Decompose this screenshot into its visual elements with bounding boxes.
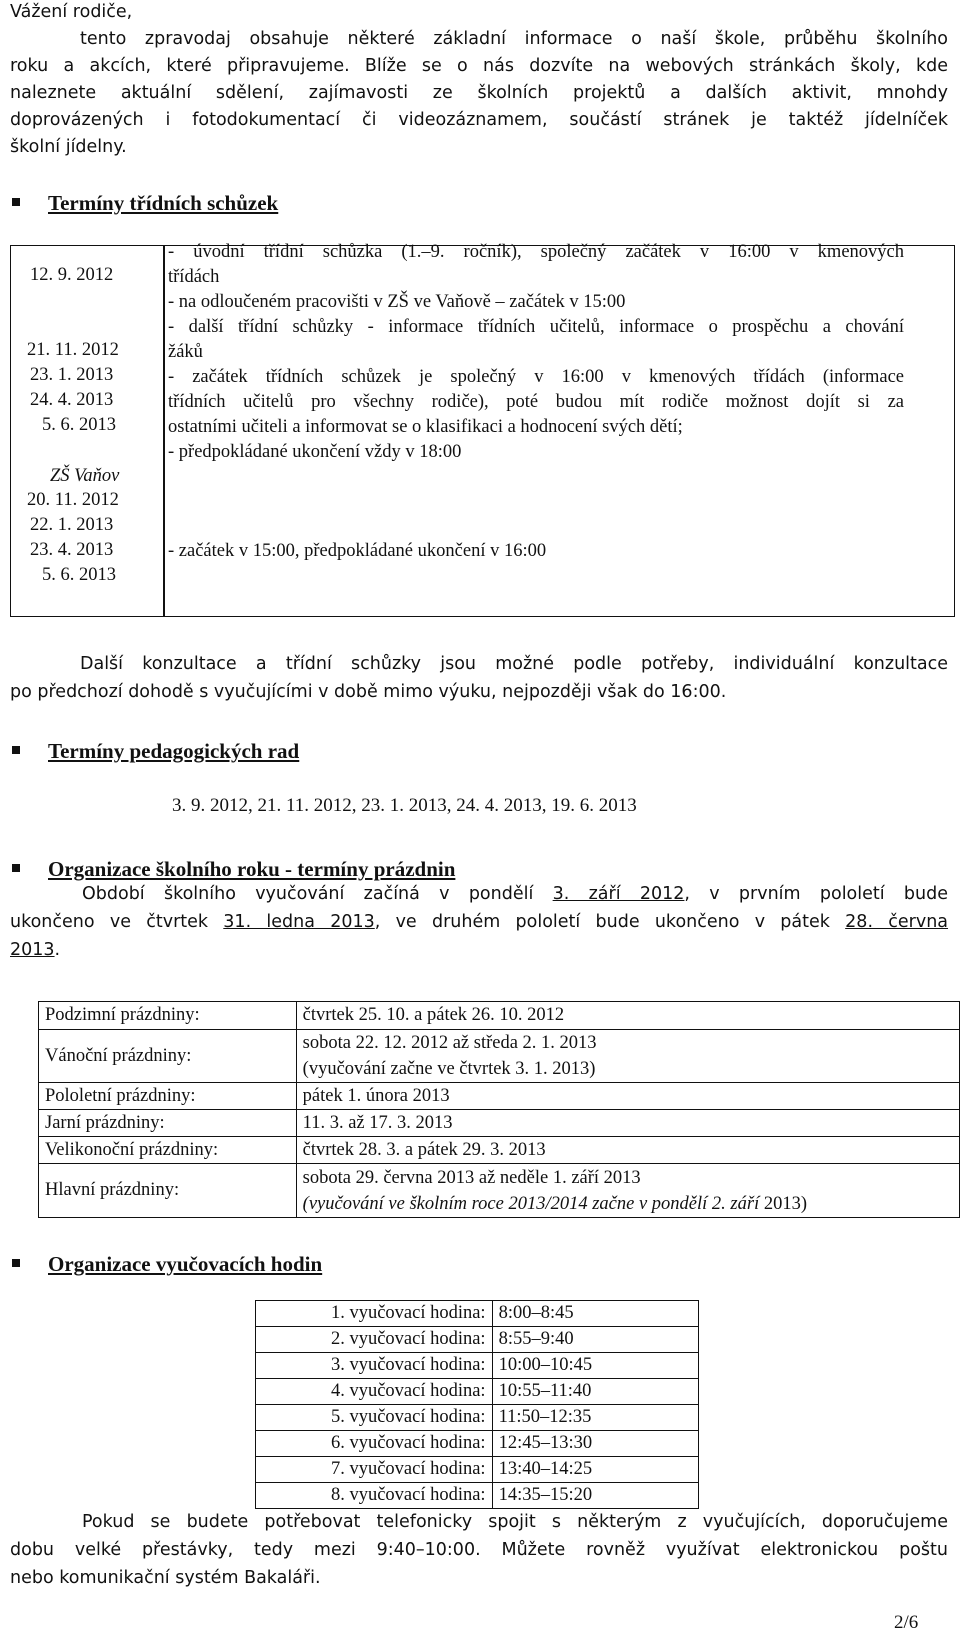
table-row bbox=[256, 1327, 699, 1353]
page-number: 2/6 bbox=[894, 1612, 919, 1633]
date-highlight: 3. září 2012 bbox=[552, 884, 685, 904]
holiday-line: sobota 22. 12. 2012 až středa 2. 1. 2013 bbox=[302, 1033, 597, 1053]
lesson-time: 8:55–9:40 bbox=[492, 1327, 698, 1353]
holiday-name: Jarní prázdniny: bbox=[39, 1110, 297, 1137]
lesson-time: 10:00–10:45 bbox=[492, 1353, 698, 1379]
text-fragment: 2013) bbox=[759, 1193, 808, 1214]
lesson-label: 5. vyučovací hodina: bbox=[256, 1405, 493, 1431]
consult-text: po předchozí dohodě s vyučujícími v době mimo výuku, nejpozději však do 16:00. bbox=[10, 682, 727, 702]
section-heading-meetings: Termíny třídních schůzek bbox=[48, 191, 279, 215]
meeting-date: 5. 6. 2013 bbox=[42, 565, 116, 585]
meeting-date: 12. 9. 2012 bbox=[30, 265, 114, 285]
text-fragment: , ve druhém pololetí bude ukončeno v pátek bbox=[374, 912, 846, 932]
lesson-time: 8:00–8:45 bbox=[492, 1301, 698, 1327]
date-highlight: 28. června bbox=[845, 912, 949, 932]
section-heading-school-year: Organizace školního roku - termíny prázdnin bbox=[48, 857, 456, 881]
holiday-line bbox=[303, 1191, 953, 1217]
table-row bbox=[39, 1002, 960, 1030]
bullet-icon bbox=[12, 746, 20, 754]
holiday-dates bbox=[296, 1164, 959, 1218]
meeting-info: - úvodní třídní schůzka (1.–9. ročník), společný začátek v 16:00 v kmenových bbox=[168, 242, 904, 262]
holiday-line: (vyučování začne ve čtvrtek 3. 1. 2013) bbox=[302, 1059, 596, 1079]
contact-text: Pokud se budete potřebovat telefonicky spojit s některým z vyučujících, doporučujeme bbox=[82, 1512, 948, 1532]
table-row bbox=[256, 1379, 699, 1405]
section-heading-lessons: Organizace vyučovacích hodin bbox=[48, 1252, 323, 1276]
holiday-name: Pololetní prázdniny: bbox=[39, 1083, 297, 1110]
meeting-info: žáků bbox=[168, 342, 203, 362]
meeting-info: třídních učitelů pro všechny rodiče), poté budou mít rodiče možnost dojít si za bbox=[168, 392, 904, 412]
meeting-info: třídách bbox=[168, 267, 220, 287]
meeting-info: - další třídní schůzky - informace třídních učitelů, informace o prospěchu a chování bbox=[168, 317, 904, 337]
meeting-date: 24. 4. 2013 bbox=[30, 390, 114, 410]
contact-text: nebo komunikační systém Bakaláři. bbox=[10, 1568, 321, 1588]
meeting-date: 21. 11. 2012 bbox=[27, 340, 119, 360]
table-row bbox=[256, 1483, 699, 1509]
date-highlight: 31. ledna 2013 bbox=[223, 912, 375, 932]
table-row bbox=[256, 1353, 699, 1379]
meeting-date: 22. 1. 2013 bbox=[30, 515, 114, 535]
table-row bbox=[39, 1164, 960, 1218]
contact-text: dobu velké přestávky, tedy mezi 9:40–10:00. Můžete rovněž využívat elektronickou poštu bbox=[10, 1540, 948, 1560]
table-row bbox=[39, 1083, 960, 1110]
text-fragment: Období školního vyučování začíná v pondělí bbox=[82, 884, 553, 904]
lesson-time: 11:50–12:35 bbox=[492, 1405, 698, 1431]
intro-line: doprovázených i fotodokumentací či videozáznamem, součástí stránek je taktéž jídelníček bbox=[10, 110, 948, 130]
council-dates: 3. 9. 2012, 21. 11. 2012, 23. 1. 2013, 24. 4. 2013, 19. 6. 2013 bbox=[172, 795, 637, 816]
lessons-table bbox=[255, 1300, 699, 1509]
lesson-label: 8. vyučovací hodina: bbox=[256, 1483, 493, 1509]
holiday-name: Podzimní prázdniny: bbox=[39, 1002, 297, 1030]
meeting-date: 23. 4. 2013 bbox=[30, 540, 114, 560]
lesson-time: 14:35–15:20 bbox=[492, 1483, 698, 1509]
lesson-label: 1. vyučovací hodina: bbox=[256, 1301, 493, 1327]
lesson-label: 2. vyučovací hodina: bbox=[256, 1327, 493, 1353]
holiday-dates: pátek 1. února 2013 bbox=[296, 1083, 959, 1110]
table-divider bbox=[163, 245, 165, 617]
school-year-text bbox=[10, 912, 948, 932]
lesson-label: 3. vyučovací hodina: bbox=[256, 1353, 493, 1379]
lesson-label: 6. vyučovací hodina: bbox=[256, 1431, 493, 1457]
intro-line: tento zpravodaj obsahuje některé základní informace o naší škole, průběhu školního bbox=[80, 29, 948, 49]
meeting-date: 23. 1. 2013 bbox=[30, 365, 114, 385]
table-row bbox=[39, 1137, 960, 1164]
date-highlight: 2013 bbox=[10, 940, 55, 960]
holiday-dates: čtvrtek 25. 10. a pátek 26. 10. 2012 bbox=[296, 1002, 959, 1030]
meeting-info: - předpokládané ukončení vždy v 18:00 bbox=[168, 442, 462, 462]
table-row bbox=[256, 1405, 699, 1431]
holiday-dates: 11. 3. až 17. 3. 2013 bbox=[296, 1110, 959, 1137]
intro-line: školní jídelny. bbox=[10, 137, 127, 157]
lesson-time: 13:40–14:25 bbox=[492, 1457, 698, 1483]
holidays-table bbox=[38, 1001, 960, 1218]
text-fragment: . bbox=[54, 940, 61, 960]
text-fragment: (vyučování ve školním roce 2013/2014 začne v pondělí 2. září bbox=[302, 1193, 760, 1214]
intro-line: roku a akcích, které připravujeme. Blíže se o nás dozvíte na webových stránkách školy, kde bbox=[10, 56, 948, 76]
table-row bbox=[256, 1431, 699, 1457]
holiday-name: Hlavní prázdniny: bbox=[39, 1164, 297, 1218]
table-row bbox=[256, 1301, 699, 1327]
meeting-info: - na odloučeném pracovišti v ZŠ ve Vaňově – začátek v 15:00 bbox=[168, 292, 626, 312]
holiday-name: Velikonoční prázdniny: bbox=[39, 1137, 297, 1164]
table-row bbox=[256, 1457, 699, 1483]
lesson-label: 4. vyučovací hodina: bbox=[256, 1379, 493, 1405]
meeting-date: 5. 6. 2013 bbox=[42, 415, 116, 435]
school-year-text bbox=[82, 884, 948, 904]
table-row bbox=[39, 1110, 960, 1137]
holiday-dates bbox=[296, 1030, 959, 1083]
holiday-dates: čtvrtek 28. 3. a pátek 29. 3. 2013 bbox=[296, 1137, 959, 1164]
meeting-info: ostatními učiteli a informovat se o klasifikaci a hodnocení svých dětí; bbox=[168, 417, 683, 437]
holiday-line: sobota 29. června 2013 až neděle 1. září 2013 bbox=[302, 1167, 641, 1188]
school-year-text bbox=[10, 940, 60, 960]
lesson-time: 10:55–11:40 bbox=[492, 1379, 698, 1405]
text-fragment: , v prvním pololetí bude bbox=[684, 884, 948, 904]
bullet-icon bbox=[12, 198, 20, 206]
bullet-icon bbox=[12, 864, 20, 872]
text-fragment: ukončeno ve čtvrtek bbox=[10, 912, 224, 932]
section-heading-councils: Termíny pedagogických rad bbox=[48, 739, 300, 763]
branch-label: ZŠ Vaňov bbox=[50, 466, 120, 486]
consult-text: Další konzultace a třídní schůzky jsou možné podle potřeby, individuální konzultace bbox=[80, 654, 948, 674]
intro-line: naleznete aktuální sdělení, zajímavosti ze školních projektů a dalších aktivit, mnohdy bbox=[10, 83, 948, 103]
meeting-info: - začátek v 15:00, předpokládané ukončení v 16:00 bbox=[168, 541, 547, 561]
bullet-icon bbox=[12, 1259, 20, 1267]
lesson-label: 7. vyučovací hodina: bbox=[256, 1457, 493, 1483]
greeting: Vážení rodiče, bbox=[10, 2, 133, 22]
table-row bbox=[39, 1030, 960, 1083]
holiday-name: Vánoční prázdniny: bbox=[39, 1030, 297, 1083]
meeting-info: - začátek třídních schůzek je společný v 16:00 v kmenových třídách (informace bbox=[168, 367, 904, 387]
meeting-date: 20. 11. 2012 bbox=[27, 490, 119, 510]
lesson-time: 12:45–13:30 bbox=[492, 1431, 698, 1457]
